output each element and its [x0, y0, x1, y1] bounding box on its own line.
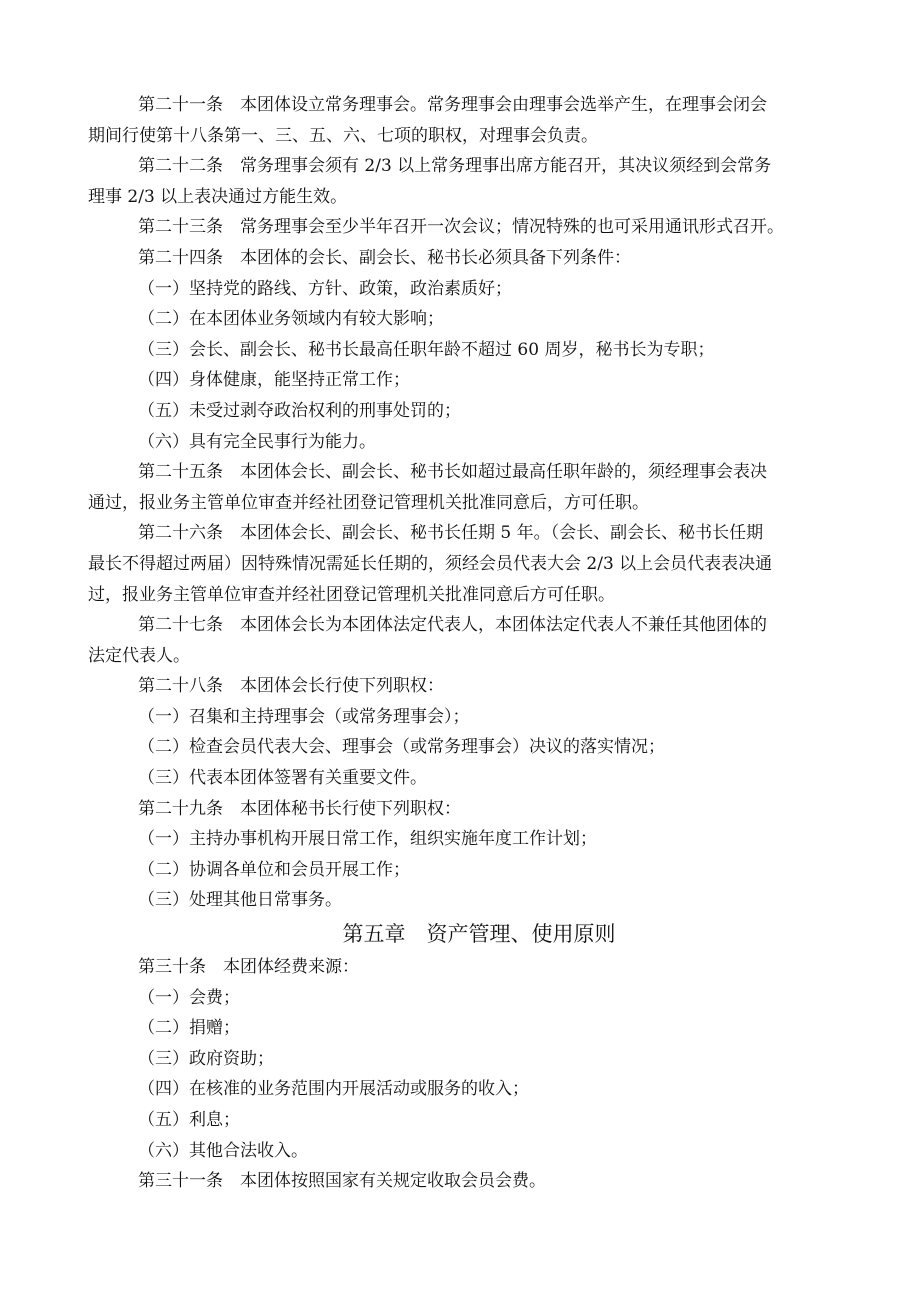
article-27-line-2: 法定代表人。 — [88, 645, 190, 666]
article-24: 第二十四条 本团体的会长、副会长、秘书长必须具备下列条件： — [138, 247, 631, 268]
article-29: 第二十九条 本团体秘书长行使下列职权： — [138, 798, 461, 819]
article-30: 第三十条 本团体经费来源： — [138, 957, 359, 978]
article-22-line-1: 第二十二条 常务理事会须有 2/3 以上常务理事出席方能召开，其决议须经到会常务 — [138, 156, 772, 177]
article-25-line-2: 通过，报业务主管单位审查并经社团登记管理机关批准同意后，方可任职。 — [88, 492, 649, 513]
article-24-item-4: （四）身体健康，能坚持正常工作； — [138, 370, 410, 391]
article-24-item-1: （一）坚持党的路线、方针、政策，政治素质好； — [138, 278, 512, 299]
article-26-line-3: 过，报业务主管单位审查并经社团登记管理机关批准同意后方可任职。 — [88, 584, 615, 605]
article-22-line-2: 理事 2/3 以上表决通过方能生效。 — [88, 186, 348, 207]
article-26-line-2: 最长不得超过两届）因特殊情况需延长任期的，须经会员代表大会 2/3 以上会员代表表决通 — [88, 553, 773, 574]
article-24-item-5: （五）未受过剥夺政治权利的刑事处罚的； — [138, 400, 461, 421]
article-29-item-3: （三）处理其他日常事务。 — [138, 890, 342, 911]
article-24-item-2: （二）在本团体业务领域内有较大影响； — [138, 309, 444, 330]
article-26-line-1: 第二十六条 本团体会长、副会长、秘书长任期 5 年。（会长、副会长、秘书长任期 — [138, 523, 764, 544]
article-29-item-1: （一）主持办事机构开展日常工作，组织实施年度工作计划； — [138, 829, 597, 850]
article-24-item-6: （六）具有完全民事行为能力。 — [138, 431, 376, 452]
article-31: 第三十一条 本团体按照国家有关规定收取会员会费。 — [138, 1171, 546, 1192]
article-25-line-1: 第二十五条 本团体会长、副会长、秘书长如超过最高任职年龄的，须经理事会表决 — [138, 462, 767, 483]
article-28-item-1: （一）召集和主持理事会（或常务理事会）； — [138, 706, 470, 727]
article-23: 第二十三条 常务理事会至少半年召开一次会议；情况特殊的也可采用通讯形式召开。 — [138, 217, 784, 238]
chapter-5-heading: 第五章 资产管理、使用原则 — [342, 922, 616, 947]
article-28-item-2: （二）检查会员代表大会、理事会（或常务理事会）决议的落实情况； — [138, 737, 665, 758]
article-21-line-1: 第二十一条 本团体设立常务理事会。常务理事会由理事会选举产生，在理事会闭会 — [138, 95, 767, 115]
article-24-item-3: （三）会长、副会长、秘书长最高任职年龄不超过 60 周岁，秘书长为专职； — [138, 339, 715, 360]
article-30-item-1: （一）会费； — [138, 987, 240, 1008]
article-21-line-2: 期间行使第十八条第一、三、五、六、七项的职权，对理事会负责。 — [88, 125, 598, 146]
article-29-item-2: （二）协调各单位和会员开展工作； — [138, 859, 410, 880]
article-28: 第二十八条 本团体会长行使下列职权： — [138, 676, 444, 697]
document-body — [88, 90, 830, 1197]
article-30-item-4: （四）在核准的业务范围内开展活动或服务的收入； — [138, 1079, 529, 1100]
article-30-item-6: （六）其他合法收入。 — [138, 1140, 308, 1161]
article-30-item-5: （五）利息； — [138, 1110, 240, 1130]
article-30-item-2: （二）捐赠； — [138, 1018, 240, 1039]
article-30-item-3: （三）政府资助； — [138, 1048, 274, 1069]
article-27-line-1: 第二十七条 本团体会长为本团体法定代表人，本团体法定代表人不兼任其他团体的 — [138, 615, 767, 636]
article-28-item-3: （三）代表本团体签署有关重要文件。 — [138, 768, 427, 789]
